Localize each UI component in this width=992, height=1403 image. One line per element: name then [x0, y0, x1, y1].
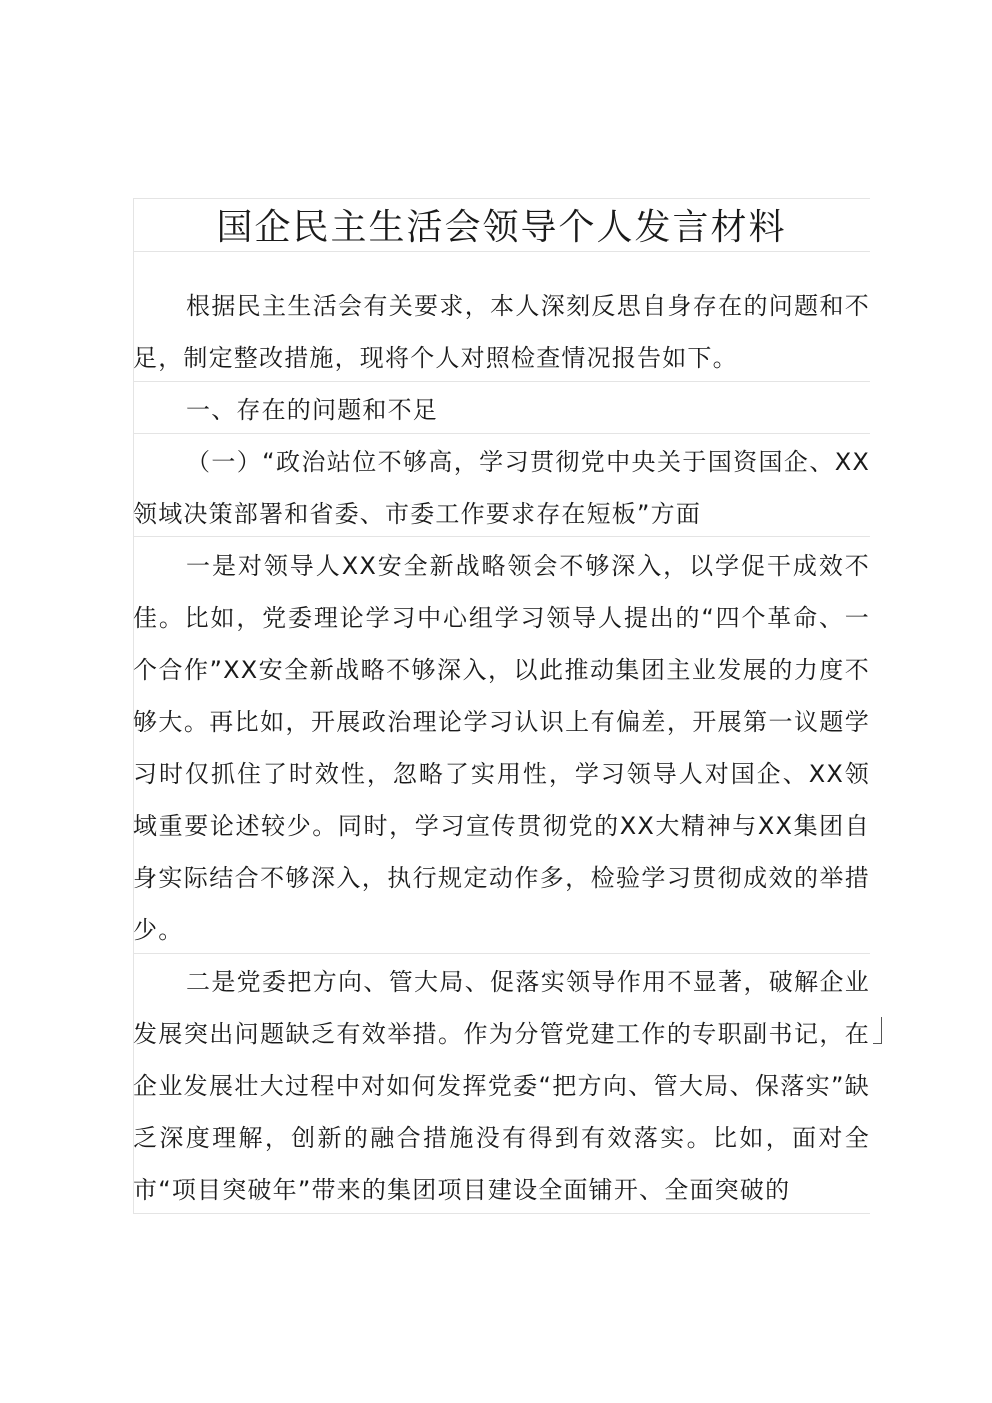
divider — [133, 381, 870, 382]
subsection-heading: （一）“政治站位不够高，学习贯彻党中央关于国资国企、XX领域决策部署和省委、市委工作要求存在短板”方面 — [133, 448, 870, 528]
document-title: 国企民主生活会领导个人发言材料 — [216, 207, 787, 248]
body-paragraph-2: 二是党委把方向、管大局、促落实领导作用不显著，破解企业发展突出问题缺乏有效举措。作为分管党建工作的专职副书记，在企业发展壮大过程中对如何发挥党委“把方向、管大局、保落实”缺乏深度理解，创新的融合措施没有得到有效落实。比如，面对全市“项目突破年”带来的集团项目建设全面铺开、全面突破的 — [133, 968, 870, 1204]
divider — [133, 251, 870, 252]
body-paragraph-1: 一是对领导人XX安全新战略领会不够深入，以学促干成效不佳。比如，党委理论学习中心组学习领导人提出的“四个革命、一个合作”XX安全新战略不够深入，以此推动集团主业发展的力度不够大。再比如，开展政治理论学习认识上有偏差，开展第一议题学习时仅抓住了时效性，忽略了实用性，学习领导人对国企、XX领域重要论述较少。同时，学习宣传贯彻党的XX大精神与XX集团自身实际结合不够深入，执行规定动作多，检验学习贯彻成效的举措少。 — [133, 552, 870, 944]
divider — [133, 1213, 870, 1214]
intro-paragraph: 根据民主生活会有关要求，本人深刻反思自身存在的问题和不足，制定整改措施，现将个人对照检查情况报告如下。 — [133, 292, 870, 372]
divider — [133, 536, 870, 537]
margin-mark — [873, 1017, 882, 1044]
section-heading: 一、存在的问题和不足 — [186, 396, 438, 424]
divider — [133, 433, 870, 434]
divider — [133, 953, 870, 954]
divider — [133, 198, 870, 199]
